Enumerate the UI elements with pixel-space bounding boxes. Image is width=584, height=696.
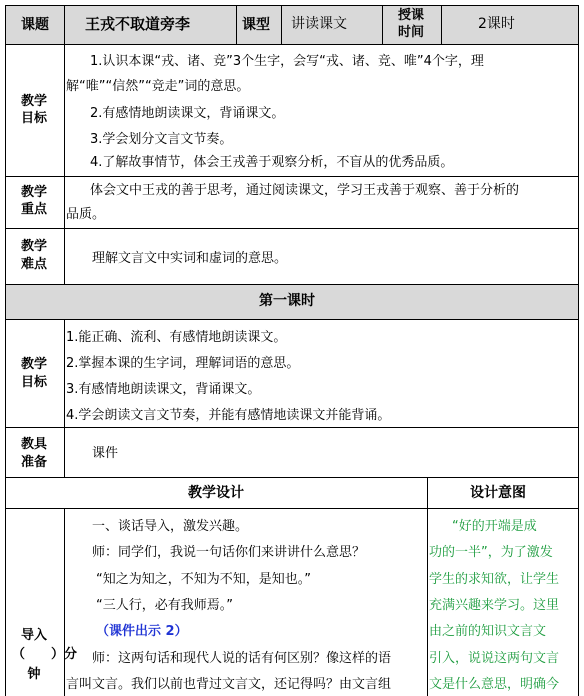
- rule: [64, 5, 65, 285]
- rule: [5, 477, 579, 478]
- lesson-title: 王戎不取道旁李: [85, 15, 191, 33]
- difficulty-label-2: 难点: [20, 257, 47, 272]
- design-line: 一、谈话导入，激发兴趣。: [92, 519, 249, 534]
- rule: [64, 508, 65, 696]
- rule: [5, 228, 579, 229]
- design-label-3: 钟: [27, 667, 41, 682]
- rule: [5, 44, 579, 45]
- rule: [64, 319, 65, 477]
- label-title: 课题: [21, 17, 49, 33]
- intent-line: 文是什么意思，明确今: [429, 677, 560, 692]
- lesson1-title: 第一课时: [259, 293, 315, 309]
- intent-line: “好的开端是成: [452, 519, 537, 534]
- lesson-hours: 2课时: [478, 16, 515, 32]
- lesson1-line: 1.能正确、流利、有感情地朗读课文。: [66, 330, 287, 345]
- lesson1-line: 3.有感情地朗读课文，背诵课文。: [66, 382, 261, 397]
- difficulty-label-1: 教学: [20, 239, 47, 254]
- design-head-right: 设计意图: [470, 485, 526, 501]
- rule: [5, 319, 579, 320]
- difficulty-text: 理解文言文中实词和虚词的意思。: [92, 251, 288, 266]
- design-line: 师：这两句话和现代人说的话有何区别？像这样的语: [92, 651, 392, 666]
- design-line: “三人行，必有我师焉。”: [96, 598, 233, 613]
- intent-line: 引入，说说这两句文言: [429, 651, 560, 666]
- rule: [5, 427, 579, 428]
- rule: [281, 5, 282, 44]
- design-line-highlight: （课件出示 2）: [96, 624, 188, 639]
- rule: [427, 477, 428, 696]
- design-line: 言叫文言。我们以前也背过文言文，还记得吗？由文言组: [66, 677, 392, 692]
- objective-line: 3.学会划分文言文节奏。: [90, 132, 233, 147]
- lesson-type: 讲读课文: [291, 16, 347, 32]
- tools-label-2: 准备: [20, 455, 47, 470]
- rule: [382, 5, 383, 44]
- objectives-label-2: 目标: [20, 111, 47, 126]
- rule: [236, 5, 237, 44]
- intent-line: 功的一半”，为了激发: [429, 545, 553, 560]
- design-line: “知之为知之，不知为不知，是知也。”: [96, 572, 311, 587]
- intent-line: 学生的求知欲，让学生: [429, 572, 560, 587]
- lesson1-label-2: 目标: [20, 375, 47, 390]
- label-type: 课型: [242, 17, 270, 33]
- tools-label-1: 教具: [20, 437, 47, 452]
- label-hours-1: 授课: [398, 8, 425, 23]
- rule: [5, 284, 579, 285]
- rule: [441, 5, 442, 44]
- lesson1-line: 4.学会朗读文言文节奏，并能有感情地读课文并能背诵。: [66, 408, 391, 423]
- objective-line: 4.了解故事情节，体会王戎善于观察分析，不盲从的优秀品质。: [90, 155, 454, 170]
- objective-line: 解“唯”“信然”“竞走”词的意思。: [66, 79, 250, 94]
- design-label-1: 导入: [20, 628, 47, 643]
- rule: [578, 5, 579, 696]
- label-hours-2: 时间: [398, 25, 425, 40]
- lesson1-line: 2.掌握本课的生字词，理解词语的意思。: [66, 356, 300, 371]
- tools-text: 课件: [92, 446, 119, 461]
- design-label-2: （ ）分: [12, 647, 78, 662]
- objectives-label-1: 教学: [20, 94, 47, 109]
- rule: [5, 176, 579, 177]
- focus-line: 体会文中王戎的善于思考，通过阅读课文，学习王戎善于观察、善于分析的: [90, 183, 520, 198]
- design-line: 师：同学们，我说一句话你们来讲讲什么意思？: [92, 545, 366, 560]
- objective-line: 1.认识本课“戎、诸、竞”3个生字，会写“戎、诸、竞、唯”4个字，理: [90, 54, 484, 69]
- objective-line: 2.有感情地朗读课文，背诵课文。: [90, 106, 285, 121]
- intent-line: 由之前的知识文言文: [429, 624, 547, 639]
- focus-line: 品质。: [66, 207, 106, 222]
- rule: [5, 5, 579, 6]
- design-head-left: 教学设计: [188, 485, 244, 501]
- focus-label-1: 教学: [20, 185, 47, 200]
- rule: [5, 508, 579, 509]
- intent-line: 充满兴趣来学习。这里: [429, 598, 560, 613]
- lesson1-label-1: 教学: [20, 357, 47, 372]
- focus-label-2: 重点: [20, 202, 47, 217]
